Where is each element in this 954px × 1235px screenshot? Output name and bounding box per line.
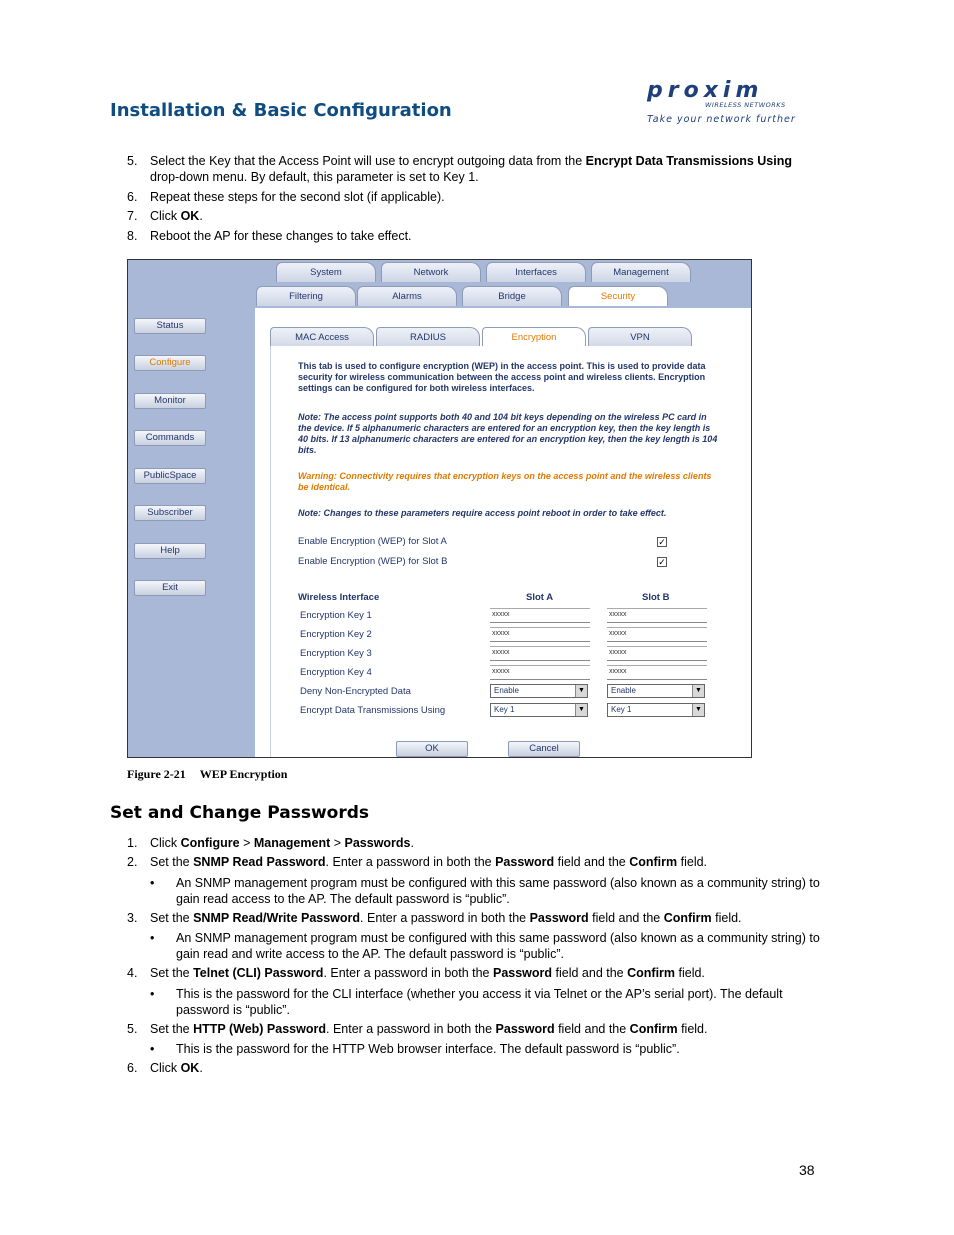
text-run: . — [410, 836, 414, 850]
bold-term: OK — [180, 209, 200, 223]
logo-tagline: Take your network further — [647, 114, 796, 125]
bold-term: Configure — [180, 836, 240, 850]
step-number: 2. — [127, 855, 138, 869]
text-run: Click — [150, 209, 181, 223]
encryption-note-reboot: Note: Changes to these parameters require access point reboot in order to take effect. — [298, 508, 667, 518]
step-text — [150, 228, 820, 244]
encryption-key-label: Encryption Key 2 — [300, 629, 372, 640]
tab-security[interactable]: Security — [568, 286, 668, 306]
subtab-vpn[interactable]: VPN — [588, 327, 692, 346]
tab-management[interactable]: Management — [591, 262, 691, 282]
figure-caption-text: WEP Encryption — [199, 767, 288, 781]
tab-bridge[interactable]: Bridge — [462, 286, 562, 306]
encryption-key-label: Encryption Key 4 — [300, 667, 372, 678]
bold-term: Management — [253, 836, 331, 850]
proxim-logo — [645, 72, 805, 128]
bold-term: Confirm — [627, 966, 676, 980]
text-run: . Enter a password in both the — [360, 911, 530, 925]
text-run: field and the — [554, 1022, 630, 1036]
sidebar-item-monitor[interactable]: Monitor — [134, 393, 206, 409]
text-run: field and the — [588, 911, 664, 925]
dropdown-arrow-icon: ▼ — [575, 685, 587, 697]
logo-subtitle: WIRELESS NETWORKS — [705, 101, 786, 109]
step-number: 6. — [127, 1061, 138, 1075]
sidebar-item-configure[interactable]: Configure — [134, 355, 206, 371]
tab-filtering[interactable]: Filtering — [256, 286, 356, 306]
step-text — [150, 965, 820, 981]
bullet-symbol: • — [150, 931, 155, 945]
bold-term: Passwords — [344, 836, 411, 850]
deny-slot-a-value: Enable — [494, 686, 519, 695]
step-text — [150, 153, 820, 185]
subtab-radius[interactable]: RADIUS — [376, 327, 480, 346]
step-number: 5. — [127, 154, 138, 168]
bold-term: Telnet (CLI) Password — [193, 966, 324, 980]
text-run: Reboot the AP for these changes to take effect. — [150, 229, 412, 243]
step-text — [150, 1060, 820, 1076]
dropdown-arrow-icon: ▼ — [692, 704, 704, 716]
sidebar-item-commands[interactable]: Commands — [134, 430, 206, 446]
wep-encryption-screenshot — [127, 259, 752, 758]
step-text — [150, 910, 820, 926]
bold-term: HTTP (Web) Password — [193, 1022, 326, 1036]
subtab-encryption[interactable]: Encryption — [482, 327, 586, 346]
text-run: . Enter a password in both the — [325, 855, 496, 869]
figure-caption-label: Figure 2-21 — [127, 767, 186, 781]
encrypt-using-slot-a-select[interactable] — [490, 703, 588, 717]
text-run: > — [239, 836, 254, 850]
text-run: Set the — [150, 855, 194, 869]
bold-term: OK — [180, 1061, 200, 1075]
wireless-interface-header: Wireless Interface — [298, 592, 380, 603]
text-run: Select the Key that the Access Point will use to encrypt outgoing data from the — [150, 154, 586, 168]
text-run: > — [330, 836, 345, 850]
deny-non-encrypted-label: Deny Non-Encrypted Data — [300, 686, 411, 697]
text-run: Click — [150, 836, 181, 850]
text-run: field and the — [554, 855, 630, 869]
encryption-key-slot-b-input[interactable]: xxxxx — [607, 665, 707, 680]
encryption-key-label: Encryption Key 1 — [300, 610, 372, 621]
tab-network[interactable]: Network — [381, 262, 481, 282]
deny-slot-b-value: Enable — [611, 686, 636, 695]
bullet-text: This is the password for the CLI interface (whether you access it via Telnet or the AP’s serial port). The default password is “public”. — [176, 987, 783, 1017]
sidebar-item-status[interactable]: Status — [134, 318, 206, 334]
slot-b-header: Slot B — [642, 592, 670, 603]
text-run: field. — [677, 1022, 708, 1036]
bullet-text: An SNMP management program must be configured with this same password (also known as a community string) to gain read access to the AP. The default password is “public”. — [176, 876, 820, 906]
bullet-symbol: • — [150, 987, 155, 1001]
text-run: . Enter a password in both the — [326, 1022, 496, 1036]
dropdown-arrow-icon: ▼ — [692, 685, 704, 697]
step-number: 7. — [127, 209, 138, 223]
text-run: field. — [711, 911, 742, 925]
encryption-key-slot-b-input[interactable]: xxxxx — [607, 608, 707, 623]
subtab-mac-access[interactable]: MAC Access — [270, 327, 374, 346]
cancel-button[interactable]: Cancel — [508, 741, 580, 757]
step-number: 8. — [127, 229, 138, 243]
step-number: 5. — [127, 1022, 138, 1036]
text-run: Set the — [150, 911, 194, 925]
text-run: field. — [675, 966, 705, 980]
text-run: field. — [677, 855, 708, 869]
encryption-key-label: Encryption Key 3 — [300, 648, 372, 659]
encryption-intro-text: This tab is used to configure encryption (WEP) in the access point. This is used to provide data security for wireless communication between the access point and wireless clients. Encryption settings can be configured for both wireless interfaces. — [298, 361, 706, 393]
tab-system[interactable]: System — [276, 262, 376, 282]
text-run: . — [199, 209, 203, 223]
bold-term: Confirm — [629, 855, 678, 869]
bold-term: SNMP Read/Write Password — [193, 911, 361, 925]
logo-brand: proxim — [647, 78, 764, 103]
enable-slot-b-checkbox[interactable]: ✓ — [658, 557, 666, 567]
encryption-key-slot-a-input[interactable]: xxxxx — [490, 646, 590, 661]
encryption-key-slot-a-input[interactable]: xxxxx — [490, 627, 590, 642]
encryption-key-slot-a-input[interactable]: xxxxx — [490, 608, 590, 623]
step-number: 3. — [127, 911, 138, 925]
encrypt-using-label: Encrypt Data Transmissions Using — [300, 705, 446, 716]
text-run: drop-down menu. By default, this parameter is set to Key 1. — [150, 170, 479, 184]
bold-term: Encrypt Data Transmissions Using — [585, 154, 792, 168]
slot-a-header: Slot A — [526, 592, 554, 603]
encryption-key-slot-b-input[interactable]: xxxxx — [607, 627, 707, 642]
encrypt-using-slot-b-value: Key 1 — [611, 705, 632, 714]
sidebar-item-help[interactable]: Help — [134, 543, 206, 559]
text-run: field and the — [552, 966, 628, 980]
sidebar-item-subscriber[interactable]: Subscriber — [134, 505, 206, 521]
page-header-title: Installation & Basic Configuration — [110, 100, 452, 121]
deny-non-encrypted-slot-b-select[interactable] — [607, 684, 705, 698]
bullet-text: This is the password for the HTTP Web browser interface. The default password is “public”. — [176, 1042, 680, 1056]
section-title: Set and Change Passwords — [110, 803, 370, 823]
enable-slot-b-label: Enable Encryption (WEP) for Slot B — [298, 556, 448, 567]
text-run: Repeat these steps for the second slot (if applicable). — [150, 190, 445, 204]
deny-non-encrypted-slot-a-select[interactable] — [490, 684, 588, 698]
encrypt-using-slot-a-value: Key 1 — [494, 705, 515, 714]
step-text — [150, 854, 820, 870]
encryption-note-key-length: Note: The access point supports both 40 and 104 bit keys depending on the wireless PC card in the device. If 5 alphanumeric characters are entered for an encryption key, then the key length is 40 bits. If 13 alphanumeric characters are entered for an encryption key, then the key length is 104 bits. — [298, 412, 718, 455]
text-run: Set the — [150, 966, 194, 980]
bold-term: Password — [492, 966, 553, 980]
bold-term: Confirm — [663, 911, 712, 925]
encryption-warning-text: Warning: Connectivity requires that encryption keys on the access point and the wireless clients be identical. — [298, 471, 712, 492]
enable-slot-a-label: Enable Encryption (WEP) for Slot A — [298, 536, 447, 547]
bold-term: Confirm — [629, 1022, 678, 1036]
text-run: . Enter a password in both the — [323, 966, 493, 980]
step-text — [150, 835, 820, 851]
figure-caption — [127, 767, 287, 782]
bold-term: Password — [495, 1022, 555, 1036]
text-run: . — [199, 1061, 203, 1075]
step-text — [150, 1021, 820, 1037]
step-text — [150, 208, 820, 224]
step-number: 6. — [127, 190, 138, 204]
bullet-text: An SNMP management program must be configured with this same password (also known as a community string) to gain read and write access to the AP. The default password is “public”. — [176, 931, 820, 961]
sidebar-item-exit[interactable]: Exit — [134, 580, 206, 596]
bullet-symbol: • — [150, 876, 155, 890]
step-number: 4. — [127, 966, 138, 980]
text-run: Set the — [150, 1022, 194, 1036]
step-text — [150, 189, 820, 205]
sidebar-item-publicspace[interactable]: PublicSpace — [134, 468, 206, 484]
page-number: 38 — [799, 1162, 815, 1178]
dropdown-arrow-icon: ▼ — [575, 704, 587, 716]
text-run: Click — [150, 1061, 181, 1075]
tab-interfaces[interactable]: Interfaces — [486, 262, 586, 282]
bullet-symbol: • — [150, 1042, 155, 1056]
bold-term: Password — [495, 855, 555, 869]
encryption-key-slot-b-input[interactable]: xxxxx — [607, 646, 707, 661]
encrypt-using-slot-b-select[interactable] — [607, 703, 705, 717]
enable-slot-a-checkbox[interactable]: ✓ — [658, 537, 666, 547]
ok-button[interactable]: OK — [396, 741, 468, 757]
bold-term: SNMP Read Password — [193, 855, 326, 869]
bold-term: Password — [529, 911, 589, 925]
encryption-key-slot-a-input[interactable]: xxxxx — [490, 665, 590, 680]
tab-alarms[interactable]: Alarms — [357, 286, 457, 306]
step-number: 1. — [127, 836, 138, 850]
